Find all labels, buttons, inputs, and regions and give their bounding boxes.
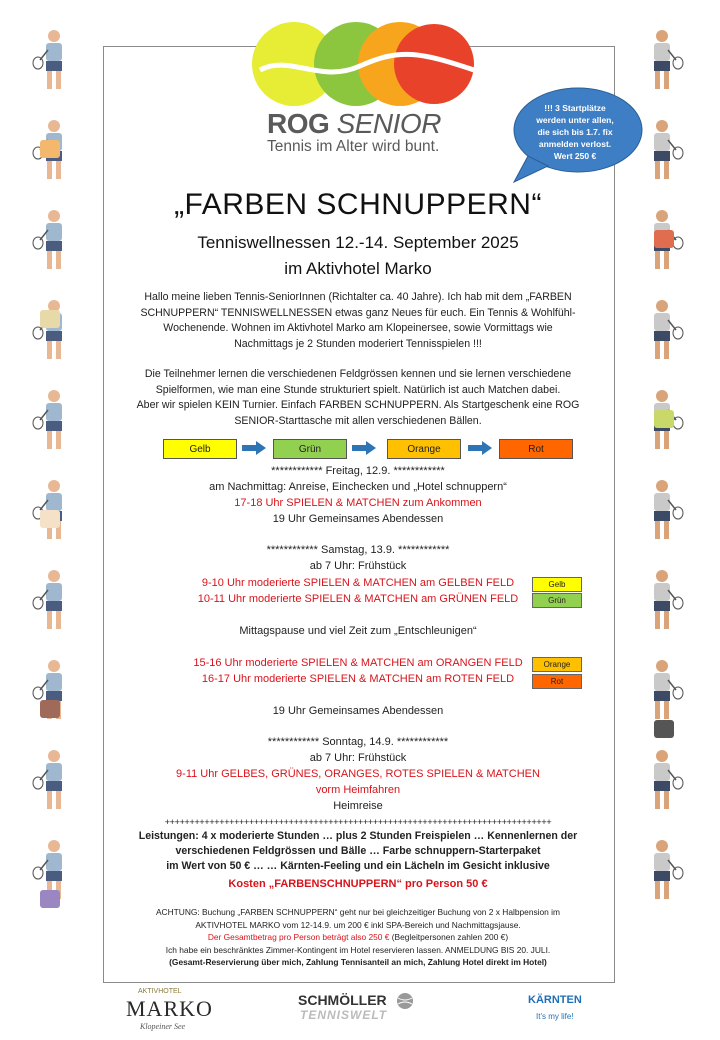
saturday-line: 19 Uhr Gemeinsames Abendessen [272, 705, 444, 717]
separator-line: ++++++++++++++++++++++++++++++++++++++++++++++++++++++++++++++++++++++++++++++ [164, 817, 552, 827]
chip-orange: Orange [387, 439, 461, 459]
tag-rot: Rot [532, 674, 582, 689]
notice-line: Ich habe ein beschränktes Zimmer-Kontingent im Hotel reservieren lassen. ANMELDUNG BIS 20. JULI. [165, 944, 551, 955]
services-block [112, 829, 604, 874]
schmoeller-logo [298, 992, 428, 1026]
intro-line: Die Teilnehmer lernen die verschiedenen Feldgrössen kennen und sie lernen verschiedene [144, 368, 572, 380]
saturday-header: ************ Samstag, 13.9. ************ [266, 544, 450, 556]
bubble-line: Wert 250 € [553, 151, 597, 161]
intro-line: SCHNUPPERN“ TENNISWELLNESSEN etwas ganz Neues für euch. Ein Tennis & Wohlfühl- [140, 306, 576, 319]
schmoeller-text: SCHMÖLLER [298, 992, 387, 1008]
friday-line: 17-18 Uhr SPIELEN & MATCHEN zum Ankommen [234, 497, 482, 509]
hotel-top-text: AKTIVHOTEL [138, 988, 182, 995]
colored-balls-icon [250, 14, 480, 114]
hotel-name-text: MARKO [126, 996, 213, 1021]
left-players-decoration [12, 10, 90, 980]
intro-line: Wochenende. Wohnen im Aktivhotel Marko am Klopeinersee, sowie Vormittags wie [163, 322, 553, 334]
notice-line: ACHTUNG: Buchung „FARBEN SCHNUPPERN“ geht nur bei gleichzeitiger Buchung von 2 x Halbpension im [155, 907, 561, 917]
notice-total-red: Der Gesamtbetrag pro Person beträgt also 250 € [207, 932, 390, 942]
kaernten-logo [524, 986, 588, 1032]
brand-name-rog: ROG [267, 108, 330, 139]
arrow-right-icon [468, 441, 492, 455]
intro-line: Spielformen, wie man eine Stunde strukturiert spielt. Natürlich ist auch Matchen dabei. [155, 383, 561, 396]
notice-total-rest: (Begleitpersonen zahlen 200 €) [389, 932, 509, 942]
sunday-header: ************ Sonntag, 14.9. ************ [267, 736, 449, 748]
subtitle-dates: Tenniswellnessen 12.-14. September 2025 [197, 233, 519, 252]
tag-orange: Orange [532, 657, 582, 672]
chip-rot: Rot [499, 439, 573, 459]
page-title: „FARBEN SCHNUPPERN“ [174, 188, 542, 221]
brand-tagline: Tennis im Alter wird bunt. [267, 138, 440, 155]
hotel-sub-text: Klopeiner See [140, 1022, 186, 1031]
intro-line: Hallo meine lieben Tennis-SeniorInnen (Richtalter ca. 40 Jahre). Ich hab mit dem „FARBEN [144, 291, 572, 303]
arrow-right-icon [352, 441, 376, 455]
intro-paragraph [112, 290, 604, 352]
notice-block [112, 906, 604, 969]
tennis-ball-icon [396, 992, 414, 1010]
sunday-line: ab 7 Uhr: Frühstück [309, 752, 407, 764]
saturday-line: ab 7 Uhr: Frühstück [309, 560, 407, 572]
intro-paragraph-2 [112, 367, 604, 429]
tennis-players-illustration-left [12, 10, 90, 980]
chip-gelb: Gelb [163, 439, 237, 459]
saturday-line: 15-16 Uhr moderierte SPIELEN & MATCHEN am ORANGEN FELD [193, 657, 523, 669]
bubble-line: die sich bis 1.7. fix [537, 127, 613, 137]
friday-line: 19 Uhr Gemeinsames Abendessen [272, 513, 444, 525]
aktivhotel-marko-logo [118, 985, 218, 1035]
services-line: Leistungen: 4 x moderierte Stunden … plus 2 Stunden Freispielen … Kennenlernen der [138, 830, 578, 842]
notice-line [112, 931, 604, 944]
schmoeller-sub-text: TENNISWELT [300, 1008, 388, 1022]
sunday-line: vorm Heimfahren [315, 784, 401, 796]
notice-line: AKTIVHOTEL MARKO vom 12-14.9. um 200 € inkl SPA-Bereich und Nachmittagsjause. [195, 919, 521, 930]
tag-gruen: Grün [532, 593, 582, 608]
sunday-line: Heimreise [333, 800, 383, 812]
color-progression [163, 439, 603, 459]
arrow-right-icon [242, 441, 266, 455]
brand-name-senior: SENIOR [336, 108, 441, 139]
bubble-line: anmelden verlost. [538, 139, 612, 149]
intro-line: Aber wir spielen KEIN Turnier. Einfach FARBEN SCHNUPPERN. Als Startgeschenk eine ROG [136, 399, 580, 411]
sunday-line: 9-11 Uhr GELBES, GRÜNES, ORANGES, ROTES SPIELEN & MATCHEN [176, 768, 540, 780]
services-line: verschiedenen Feldgrössen und Bälle … Farbe schnuppern-Starterpaket [175, 845, 541, 857]
friday-header: ************ Freitag, 12.9. ************ [271, 465, 445, 477]
rog-senior-logo [250, 14, 480, 164]
notice-line: (Gesamt-Reservierung über mich, Zahlung Tennisanteil an mich, Zahlung Hotel direkt im Hotel) [169, 957, 547, 967]
bubble-line: werden unter allen, [536, 115, 614, 125]
chip-gruen: Grün [273, 439, 347, 459]
kaernten-text: KÄRNTEN [528, 994, 582, 1006]
friday-line: am Nachmittag: Anreise, Einchecken und „Hotel schnuppern“ [209, 481, 507, 493]
saturday-line: 9-10 Uhr moderierte SPIELEN & MATCHEN am GELBEN FELD [201, 577, 515, 589]
cost-line: Kosten „FARBENSCHNUPPERN“ pro Person 50 € [228, 878, 488, 890]
kaernten-sub-text: It's my life! [536, 1012, 574, 1021]
saturday-line: 10-11 Uhr moderierte SPIELEN & MATCHEN am GRÜNEN FELD [197, 593, 519, 605]
bubble-text [520, 102, 630, 162]
saturday-line: Mittagspause und viel Zeit zum „Entschleunigen“ [239, 625, 477, 637]
services-line: im Wert von 50 € … … Kärnten-Feeling und ein Lächeln im Gesicht inklusive [166, 860, 550, 872]
bubble-line: !!! 3 Startplätze [544, 103, 606, 113]
tag-gelb: Gelb [532, 577, 582, 592]
saturday-line: 16-17 Uhr moderierte SPIELEN & MATCHEN am ROTEN FELD [201, 673, 515, 685]
intro-line: SENIOR-Starttasche mit allen verschiedenen Bällen. [234, 414, 482, 427]
intro-line: Nachmittags je 2 Stunden moderiert Tennisspielen !!! [234, 337, 482, 350]
subtitle-hotel: im Aktivhotel Marko [284, 259, 432, 278]
